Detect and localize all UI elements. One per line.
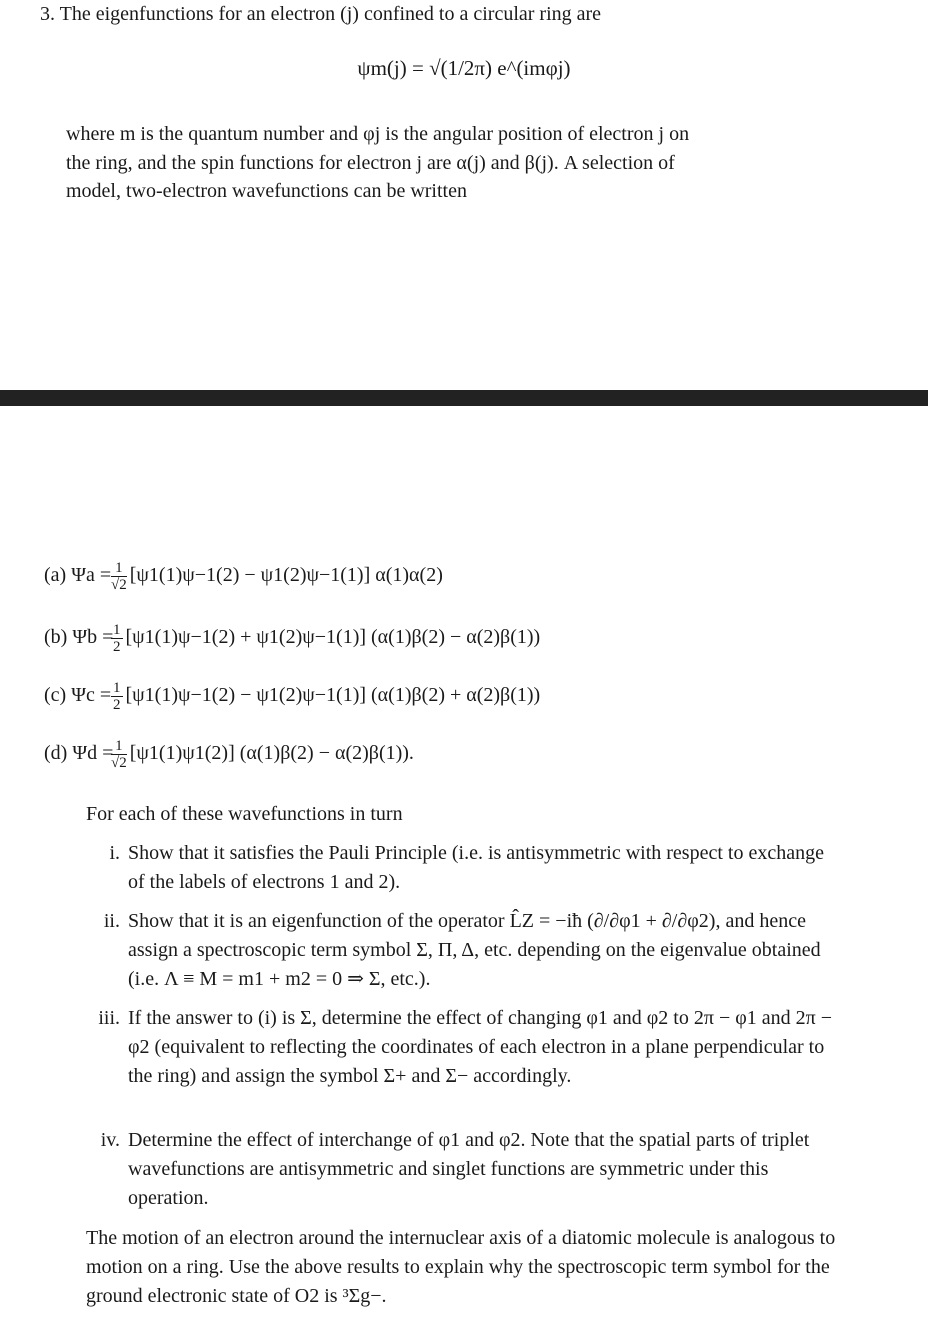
wavefunction-c: [44, 680, 540, 713]
task-text: Determine the effect of interchange of φ1 and φ2. Note that the spatial parts of triplet wavefunctions are antisymmetric and singlet functions are symmetric under this operation.: [128, 1129, 810, 1209]
task-ii: [86, 907, 844, 994]
intro-line-2: the ring, and the spin functions for electron j are α(j) and β(j). A selection of: [66, 152, 675, 174]
task-iv: [86, 1126, 844, 1213]
page-divider: [0, 390, 928, 406]
wavefunction-b: [44, 622, 540, 655]
wavefunction-label: (c) Ψc =: [44, 684, 112, 707]
wavefunction-body: [ψ1(1)ψ−1(2) − ψ1(2)ψ−1(1)] α(1)α(2): [129, 564, 443, 587]
coefficient-fraction: $\frac{1}{2}$: [113, 622, 121, 655]
wavefunction-label: (a) Ψa =: [44, 564, 112, 587]
instructions: For each of these wavefunctions in turn: [86, 803, 403, 825]
task-text: If the answer to (i) is Σ, determine the effect of changing φ1 and φ2 to 2π − φ1 and 2π − φ2 (equivalent to reflecting the coordinates of each electron in a plane perpendicular to the ring) and assign the symbol Σ+ and Σ− accordingly.: [128, 1007, 833, 1087]
coefficient-fraction: $\frac{1}{√2}$: [111, 738, 127, 771]
wavefunction-body: [ψ1(1)ψ1(2)] (α(1)β(2) − α(2)β(1)).: [129, 742, 414, 765]
intro-line-3: model, two-electron wavefunctions can be written: [66, 180, 467, 202]
task-number: ii.: [103, 910, 120, 932]
wavefunction-label: (d) Ψd =: [44, 742, 114, 765]
intro-line-1: where m is the quantum number and φj is the angular position of electron j on: [66, 123, 690, 145]
task-number: i.: [109, 842, 120, 864]
wavefunction-label: (b) Ψb =: [44, 626, 114, 649]
wavefunction-body: [ψ1(1)ψ−1(2) + ψ1(2)ψ−1(1)] (α(1)β(2) − α(2)β(1)): [125, 626, 541, 649]
task-number: iii.: [98, 1007, 120, 1029]
wavefunction-d: [44, 738, 414, 771]
task-iii: [86, 1004, 844, 1091]
wavefunction-a: [44, 560, 443, 593]
closing-paragraph: The motion of an electron around the internuclear axis of a diatomic molecule is analogous to motion on a ring. Use the above results to explain why the spectroscopic term symbol for the ground electronic state of O2 is ³Σg−.: [86, 1227, 836, 1307]
question-heading: 3. The eigenfunctions for an electron (j) confined to a circular ring are: [40, 3, 602, 25]
task-text: Show that it satisfies the Pauli Principle (i.e. is antisymmetric with respect to exchange of the labels of electrons 1 and 2).: [128, 842, 824, 893]
task-text: Show that it is an eigenfunction of the operator L̂Z = −iħ (∂/∂φ1 + ∂/∂φ2), and hence assign a spectroscopic term symbol Σ, Π, Δ, etc. depending on the eigenvalue obtained (i.e. Λ ≡ M = m1 + m2 = 0 ⇒ Σ, etc.).: [128, 910, 821, 990]
task-number: iv.: [100, 1129, 120, 1151]
coefficient-fraction: $\frac{1}{√2}$: [111, 560, 127, 593]
wavefunction-body: [ψ1(1)ψ−1(2) − ψ1(2)ψ−1(1)] (α(1)β(2) + α(2)β(1)): [125, 684, 541, 707]
eigenfunction-equation: ψm(j) = √(1/2π) e^(imφj): [357, 56, 571, 80]
task-i: [86, 839, 844, 897]
coefficient-fraction: $\frac{1}{2}$: [113, 680, 121, 713]
